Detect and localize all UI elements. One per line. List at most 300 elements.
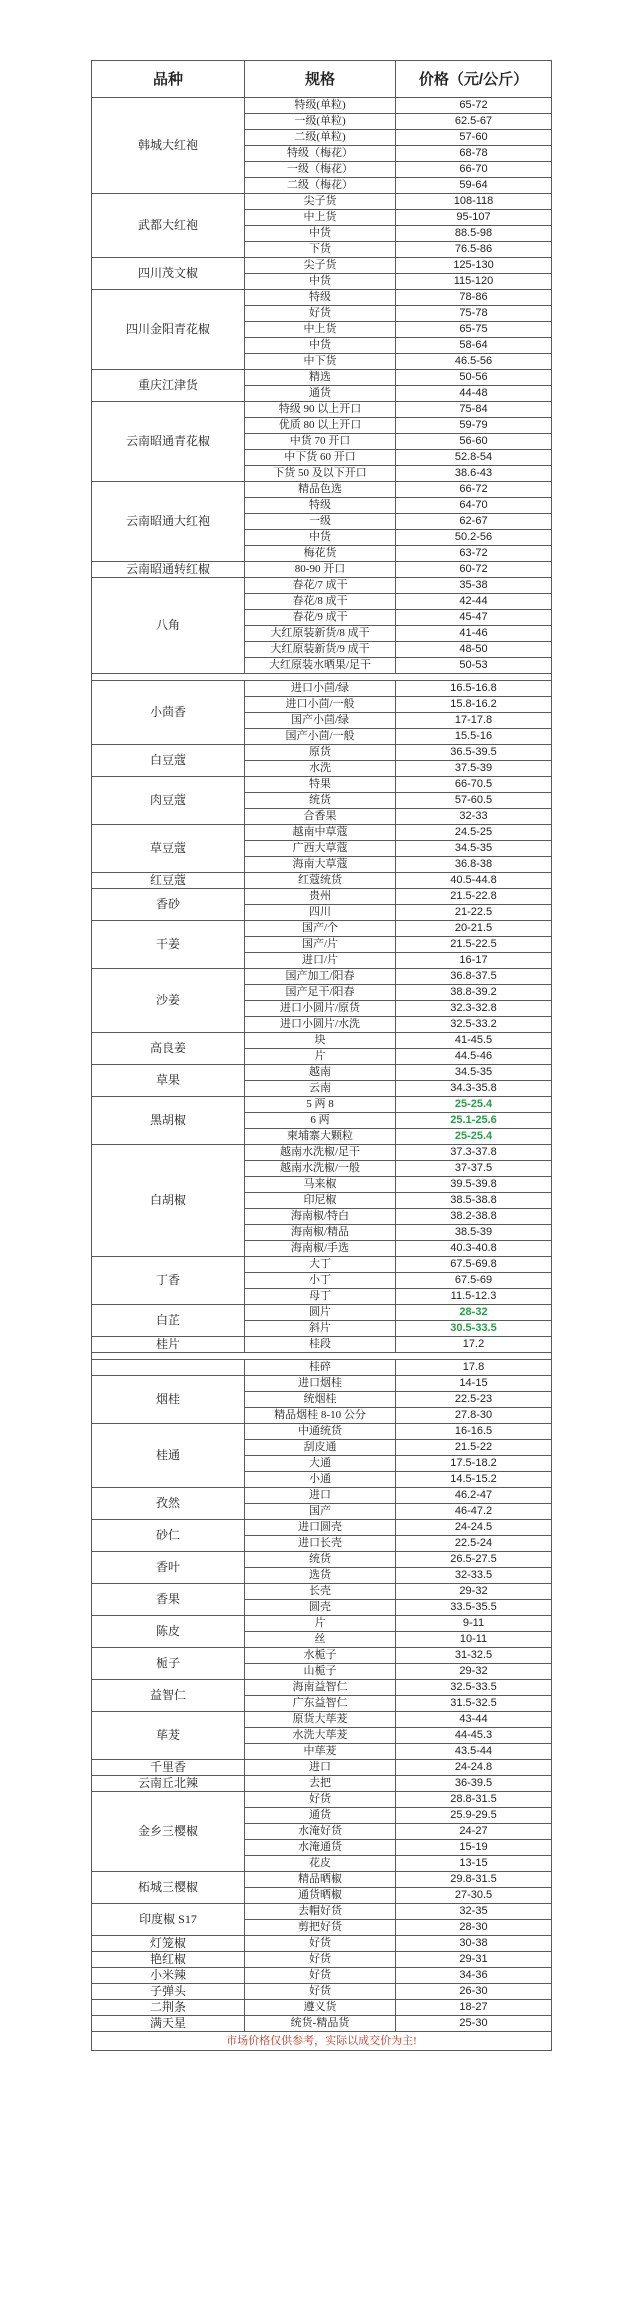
variety-cell: 云南丘北辣	[92, 1776, 245, 1792]
variety-cell: 桂片	[92, 1337, 245, 1353]
variety-cell: 丁香	[92, 1257, 245, 1305]
table-row	[92, 745, 552, 761]
price-cell: 34.3-35.8	[396, 1081, 552, 1097]
price-cell: 32-35	[396, 1904, 552, 1920]
table-row	[92, 777, 552, 793]
spec-cell: 原货大荜茇	[245, 1712, 396, 1728]
price-cell: 36.8-38	[396, 857, 552, 873]
spec-cell: 春花/7 成干	[245, 578, 396, 594]
price-cell: 22.5-23	[396, 1392, 552, 1408]
spec-cell: 片	[245, 1049, 396, 1065]
price-cell: 34.5-35	[396, 1065, 552, 1081]
price-cell: 38.5-39	[396, 1225, 552, 1241]
price-footnote: 市场价格仅供参考，实际以成交价为主!	[92, 2032, 552, 2051]
price-cell: 17-17.8	[396, 713, 552, 729]
table-row	[92, 1097, 552, 1113]
table-row	[92, 681, 552, 697]
variety-cell: 孜然	[92, 1488, 245, 1520]
table-row	[92, 1305, 552, 1321]
price-cell: 44.5-46	[396, 1049, 552, 1065]
spec-cell: 海南大草蔻	[245, 857, 396, 873]
price-cell: 63-72	[396, 546, 552, 562]
spec-cell: 中货	[245, 338, 396, 354]
price-cell: 29-31	[396, 1952, 552, 1968]
price-cell: 25.9-29.5	[396, 1808, 552, 1824]
spec-cell: 水栀子	[245, 1648, 396, 1664]
price-cell: 11.5-12.3	[396, 1289, 552, 1305]
variety-cell: 重庆江津货	[92, 370, 245, 402]
price-cell: 15-19	[396, 1840, 552, 1856]
spec-cell: 刮皮通	[245, 1440, 396, 1456]
spec-cell: 通货	[245, 386, 396, 402]
price-cell: 41-45.5	[396, 1033, 552, 1049]
price-cell: 57-60.5	[396, 793, 552, 809]
price-cell: 20-21.5	[396, 921, 552, 937]
price-cell: 25-25.4	[396, 1129, 552, 1145]
spec-cell: 精品色选	[245, 482, 396, 498]
variety-cell: 草果	[92, 1065, 245, 1097]
variety-cell: 香砂	[92, 889, 245, 921]
price-cell: 78-86	[396, 290, 552, 306]
section-separator	[92, 674, 552, 681]
spec-cell: 马来椒	[245, 1177, 396, 1193]
variety-cell: 白胡椒	[92, 1145, 245, 1257]
spec-cell: 特级	[245, 290, 396, 306]
spec-cell: 国产加工/阳春	[245, 969, 396, 985]
variety-cell	[92, 1360, 245, 1376]
spec-cell: 好货	[245, 1952, 396, 1968]
price-cell: 40.5-44.8	[396, 873, 552, 889]
spec-cell: 越南中草蔻	[245, 825, 396, 841]
table-row	[92, 1760, 552, 1776]
price-cell: 67.5-69.8	[396, 1257, 552, 1273]
price-cell: 76.5-86	[396, 242, 552, 258]
table-row	[92, 482, 552, 498]
table-row	[92, 2016, 552, 2032]
price-cell: 38.6-43	[396, 466, 552, 482]
price-cell: 34-36	[396, 1968, 552, 1984]
price-cell: 17.8	[396, 1360, 552, 1376]
table-row	[92, 258, 552, 274]
price-cell: 115-120	[396, 274, 552, 290]
variety-cell: 白豆蔻	[92, 745, 245, 777]
price-cell: 57-60	[396, 130, 552, 146]
spec-cell: 斜片	[245, 1321, 396, 1337]
spec-cell: 大红原装新货/9 成干	[245, 642, 396, 658]
price-cell: 43.5-44	[396, 1744, 552, 1760]
spec-cell: 精品烟桂 8-10 公分	[245, 1408, 396, 1424]
price-cell: 62.5-67	[396, 114, 552, 130]
spec-cell: 水洗大荜茇	[245, 1728, 396, 1744]
price-cell: 30.5-33.5	[396, 1321, 552, 1337]
table-row	[92, 1952, 552, 1968]
spec-cell: 优质 80 以上开口	[245, 418, 396, 434]
price-cell: 95-107	[396, 210, 552, 226]
spec-cell: 中荜茇	[245, 1744, 396, 1760]
spec-cell: 中下货 60 开口	[245, 450, 396, 466]
table-body	[92, 98, 552, 2032]
price-cell: 21.5-22.5	[396, 937, 552, 953]
variety-cell: 黑胡椒	[92, 1097, 245, 1145]
spec-cell: 好货	[245, 1984, 396, 2000]
price-cell: 18-27	[396, 2000, 552, 2016]
spec-cell: 四川	[245, 905, 396, 921]
price-cell: 40.3-40.8	[396, 1241, 552, 1257]
variety-cell: 红豆蔻	[92, 873, 245, 889]
spec-cell: 桂碎	[245, 1360, 396, 1376]
variety-cell: 栀子	[92, 1648, 245, 1680]
table-row	[92, 1712, 552, 1728]
spec-cell: 越南水洗椒/足干	[245, 1145, 396, 1161]
price-cell: 45-47	[396, 610, 552, 626]
price-cell: 22.5-24	[396, 1536, 552, 1552]
price-cell: 88.5-98	[396, 226, 552, 242]
table-row	[92, 1984, 552, 2000]
price-cell: 28.8-31.5	[396, 1792, 552, 1808]
spec-cell: 片	[245, 1616, 396, 1632]
spec-cell: 春花/9 成干	[245, 610, 396, 626]
price-cell: 26.5-27.5	[396, 1552, 552, 1568]
price-cell: 30-38	[396, 1936, 552, 1952]
spec-cell: 去帽好货	[245, 1904, 396, 1920]
spec-cell: 中货	[245, 274, 396, 290]
price-cell: 38.5-38.8	[396, 1193, 552, 1209]
price-cell: 46-47.2	[396, 1504, 552, 1520]
price-cell: 38.2-38.8	[396, 1209, 552, 1225]
spec-cell: 进口长壳	[245, 1536, 396, 1552]
table-row	[92, 1792, 552, 1808]
table-row	[92, 1872, 552, 1888]
variety-cell: 金乡三樱椒	[92, 1792, 245, 1872]
price-cell: 25.1-25.6	[396, 1113, 552, 1129]
price-cell: 46.2-47	[396, 1488, 552, 1504]
table-row	[92, 578, 552, 594]
spec-cell: 统烟桂	[245, 1392, 396, 1408]
spec-cell: 特果	[245, 777, 396, 793]
spec-cell: 特级 90 以上开口	[245, 402, 396, 418]
price-cell: 24-24.5	[396, 1520, 552, 1536]
spec-cell: 下货	[245, 242, 396, 258]
spec-cell: 合香果	[245, 809, 396, 825]
variety-cell: 八角	[92, 578, 245, 674]
spec-cell: 花皮	[245, 1856, 396, 1872]
spec-cell: 进口小茴/绿	[245, 681, 396, 697]
variety-cell: 香果	[92, 1584, 245, 1616]
price-cell: 33.5-35.5	[396, 1600, 552, 1616]
table-row	[92, 1968, 552, 1984]
spec-cell: 一级（梅花）	[245, 162, 396, 178]
price-cell: 16.5-16.8	[396, 681, 552, 697]
section-separator	[92, 1353, 552, 1360]
price-cell: 66-70	[396, 162, 552, 178]
spec-cell: 圆片	[245, 1305, 396, 1321]
spec-cell: 80-90 开口	[245, 562, 396, 578]
price-cell: 64-70	[396, 498, 552, 514]
table-row	[92, 921, 552, 937]
variety-cell: 子弹头	[92, 1984, 245, 2000]
price-cell: 29-32	[396, 1584, 552, 1600]
spec-cell: 统货	[245, 793, 396, 809]
footnote-row	[92, 2032, 552, 2051]
variety-cell: 二荆条	[92, 2000, 245, 2016]
table-row	[92, 290, 552, 306]
spec-cell: 进口烟桂	[245, 1376, 396, 1392]
header-variety: 品种	[92, 61, 245, 98]
price-cell: 34.5-35	[396, 841, 552, 857]
price-cell: 32.5-33.2	[396, 1017, 552, 1033]
spec-cell: 一级	[245, 514, 396, 530]
header-row	[92, 61, 552, 98]
price-cell: 24-24.8	[396, 1760, 552, 1776]
price-cell: 59-64	[396, 178, 552, 194]
spec-cell: 遵义货	[245, 2000, 396, 2016]
spec-cell: 桂段	[245, 1337, 396, 1353]
spec-cell: 通货晒椒	[245, 1888, 396, 1904]
price-cell: 48-50	[396, 642, 552, 658]
variety-cell: 云南昭通青花椒	[92, 402, 245, 482]
spec-cell: 通货	[245, 1808, 396, 1824]
spec-cell: 大红原装新货/8 成干	[245, 626, 396, 642]
variety-cell: 砂仁	[92, 1520, 245, 1552]
price-cell: 17.5-18.2	[396, 1456, 552, 1472]
variety-cell: 四川茂文椒	[92, 258, 245, 290]
variety-cell: 烟桂	[92, 1376, 245, 1424]
table-row	[92, 1520, 552, 1536]
price-cell: 50-56	[396, 370, 552, 386]
price-cell: 125-130	[396, 258, 552, 274]
variety-cell: 小茴香	[92, 681, 245, 745]
price-cell: 29.8-31.5	[396, 1872, 552, 1888]
table-row	[92, 1776, 552, 1792]
price-cell: 44-48	[396, 386, 552, 402]
price-cell: 32.3-32.8	[396, 1001, 552, 1017]
spec-cell: 长壳	[245, 1584, 396, 1600]
spec-cell: 贵州	[245, 889, 396, 905]
price-cell: 25-30	[396, 2016, 552, 2032]
price-cell: 66-72	[396, 482, 552, 498]
variety-cell: 千里香	[92, 1760, 245, 1776]
price-cell: 36.5-39.5	[396, 745, 552, 761]
spec-cell: 好货	[245, 1936, 396, 1952]
table-row	[92, 889, 552, 905]
spec-cell: 印尼椒	[245, 1193, 396, 1209]
price-table	[91, 60, 552, 2051]
variety-cell: 高良姜	[92, 1033, 245, 1065]
table-row	[92, 873, 552, 889]
spec-cell: 柬埔寨大颗粒	[245, 1129, 396, 1145]
table-row	[92, 1145, 552, 1161]
price-cell: 21.5-22.8	[396, 889, 552, 905]
spec-cell: 下货 50 及以下开口	[245, 466, 396, 482]
spec-cell: 二级(单粒)	[245, 130, 396, 146]
table-row	[92, 402, 552, 418]
variety-cell: 满天星	[92, 2016, 245, 2032]
spec-cell: 大通	[245, 1456, 396, 1472]
table-row	[92, 825, 552, 841]
spec-cell: 梅花货	[245, 546, 396, 562]
price-cell: 39.5-39.8	[396, 1177, 552, 1193]
spec-cell: 中下货	[245, 354, 396, 370]
table-row	[92, 1904, 552, 1920]
spec-cell: 中上货	[245, 210, 396, 226]
variety-cell: 印度椒 S17	[92, 1904, 245, 1936]
spec-cell: 精品晒椒	[245, 1872, 396, 1888]
price-cell: 32-33	[396, 809, 552, 825]
spec-cell: 海南椒/精品	[245, 1225, 396, 1241]
variety-cell: 益智仁	[92, 1680, 245, 1712]
header-price: 价格（元/公斤）	[396, 61, 552, 98]
spec-cell: 越南水洗椒/一般	[245, 1161, 396, 1177]
table-row	[92, 370, 552, 386]
spec-cell: 精选	[245, 370, 396, 386]
spec-cell: 进口圆壳	[245, 1520, 396, 1536]
price-cell: 56-60	[396, 434, 552, 450]
price-cell: 58-64	[396, 338, 552, 354]
variety-cell: 韩城大红袍	[92, 98, 245, 194]
table-row	[92, 1337, 552, 1353]
spec-cell: 国产/个	[245, 921, 396, 937]
spec-cell: 去把	[245, 1776, 396, 1792]
spec-cell: 选货	[245, 1568, 396, 1584]
price-cell: 21-22.5	[396, 905, 552, 921]
variety-cell: 灯笼椒	[92, 1936, 245, 1952]
spec-cell: 进口小茴/一般	[245, 697, 396, 713]
variety-cell: 沙姜	[92, 969, 245, 1033]
spec-cell: 中货 70 开口	[245, 434, 396, 450]
price-cell: 65-72	[396, 98, 552, 114]
table-row	[92, 1552, 552, 1568]
price-cell: 68-78	[396, 146, 552, 162]
spec-cell: 尖子货	[245, 258, 396, 274]
price-cell: 52.8-54	[396, 450, 552, 466]
variety-cell: 云南昭通转红椒	[92, 562, 245, 578]
price-cell: 26-30	[396, 1984, 552, 2000]
variety-cell: 肉豆蔻	[92, 777, 245, 825]
spec-cell: 中通统货	[245, 1424, 396, 1440]
price-cell: 67.5-69	[396, 1273, 552, 1289]
spec-cell: 进口	[245, 1760, 396, 1776]
spec-cell: 海南椒/手选	[245, 1241, 396, 1257]
price-cell: 60-72	[396, 562, 552, 578]
price-cell: 29-32	[396, 1664, 552, 1680]
variety-cell: 荜茇	[92, 1712, 245, 1760]
spec-cell: 二级（梅花）	[245, 178, 396, 194]
spec-cell: 水淹通货	[245, 1840, 396, 1856]
spec-cell: 水淹好货	[245, 1824, 396, 1840]
spec-cell: 剪把好货	[245, 1920, 396, 1936]
spec-cell: 5 两 8	[245, 1097, 396, 1113]
spec-cell: 进口	[245, 1488, 396, 1504]
table-row	[92, 1360, 552, 1376]
spec-cell: 好货	[245, 1792, 396, 1808]
price-sheet	[91, 60, 551, 2051]
price-cell: 31-32.5	[396, 1648, 552, 1664]
spec-cell: 特级(单粒)	[245, 98, 396, 114]
table-row	[92, 1936, 552, 1952]
price-cell: 37-37.5	[396, 1161, 552, 1177]
price-cell: 25-25.4	[396, 1097, 552, 1113]
price-cell: 37.5-39	[396, 761, 552, 777]
table-row	[92, 1376, 552, 1392]
price-cell: 32-33.5	[396, 1568, 552, 1584]
price-cell: 108-118	[396, 194, 552, 210]
spec-cell: 国产足干/阳春	[245, 985, 396, 1001]
table-row	[92, 2000, 552, 2016]
spec-cell: 小丁	[245, 1273, 396, 1289]
spec-cell: 云南	[245, 1081, 396, 1097]
price-cell: 16-16.5	[396, 1424, 552, 1440]
price-cell: 10-11	[396, 1632, 552, 1648]
spec-cell: 海南椒/特白	[245, 1209, 396, 1225]
table-row	[92, 562, 552, 578]
price-cell: 59-79	[396, 418, 552, 434]
spec-cell: 大丁	[245, 1257, 396, 1273]
price-cell: 32.5-33.5	[396, 1680, 552, 1696]
price-cell: 28-30	[396, 1920, 552, 1936]
price-cell: 35-38	[396, 578, 552, 594]
variety-cell: 香叶	[92, 1552, 245, 1584]
variety-cell: 白芷	[92, 1305, 245, 1337]
price-cell: 36-39.5	[396, 1776, 552, 1792]
spec-cell: 原货	[245, 745, 396, 761]
spec-cell: 母丁	[245, 1289, 396, 1305]
variety-cell: 小米辣	[92, 1968, 245, 1984]
spec-cell: 山栀子	[245, 1664, 396, 1680]
price-cell: 27.8-30	[396, 1408, 552, 1424]
table-row	[92, 1065, 552, 1081]
price-cell: 41-46	[396, 626, 552, 642]
table-row	[92, 194, 552, 210]
price-cell: 14.5-15.2	[396, 1472, 552, 1488]
header-spec: 规格	[245, 61, 396, 98]
table-row	[92, 1616, 552, 1632]
price-cell: 75-84	[396, 402, 552, 418]
table-row	[92, 969, 552, 985]
spec-cell: 进口小圆片/原货	[245, 1001, 396, 1017]
spec-cell: 大红原装水晒果/足干	[245, 658, 396, 674]
price-cell: 37.3-37.8	[396, 1145, 552, 1161]
spec-cell: 6 两	[245, 1113, 396, 1129]
price-cell: 24-27	[396, 1824, 552, 1840]
table-row	[92, 1584, 552, 1600]
price-cell: 13-15	[396, 1856, 552, 1872]
table-row	[92, 1033, 552, 1049]
spec-cell: 国产	[245, 1504, 396, 1520]
spec-cell: 中货	[245, 530, 396, 546]
variety-cell: 艳红椒	[92, 1952, 245, 1968]
variety-cell: 四川金阳青花椒	[92, 290, 245, 370]
price-cell: 65-75	[396, 322, 552, 338]
price-cell: 43-44	[396, 1712, 552, 1728]
price-cell: 42-44	[396, 594, 552, 610]
price-cell: 50.2-56	[396, 530, 552, 546]
spec-cell: 一级(单粒)	[245, 114, 396, 130]
spec-cell: 统货	[245, 1552, 396, 1568]
spec-cell: 特级（梅花）	[245, 146, 396, 162]
price-cell: 15.5-16	[396, 729, 552, 745]
spec-cell: 水洗	[245, 761, 396, 777]
variety-cell: 干姜	[92, 921, 245, 969]
spec-cell: 好货	[245, 306, 396, 322]
price-cell: 9-11	[396, 1616, 552, 1632]
table-row	[92, 1488, 552, 1504]
price-cell: 21.5-22	[396, 1440, 552, 1456]
spec-cell: 中上货	[245, 322, 396, 338]
price-cell: 15.8-16.2	[396, 697, 552, 713]
variety-cell: 柘城三樱椒	[92, 1872, 245, 1904]
spec-cell: 广东益智仁	[245, 1696, 396, 1712]
spec-cell: 国产/片	[245, 937, 396, 953]
